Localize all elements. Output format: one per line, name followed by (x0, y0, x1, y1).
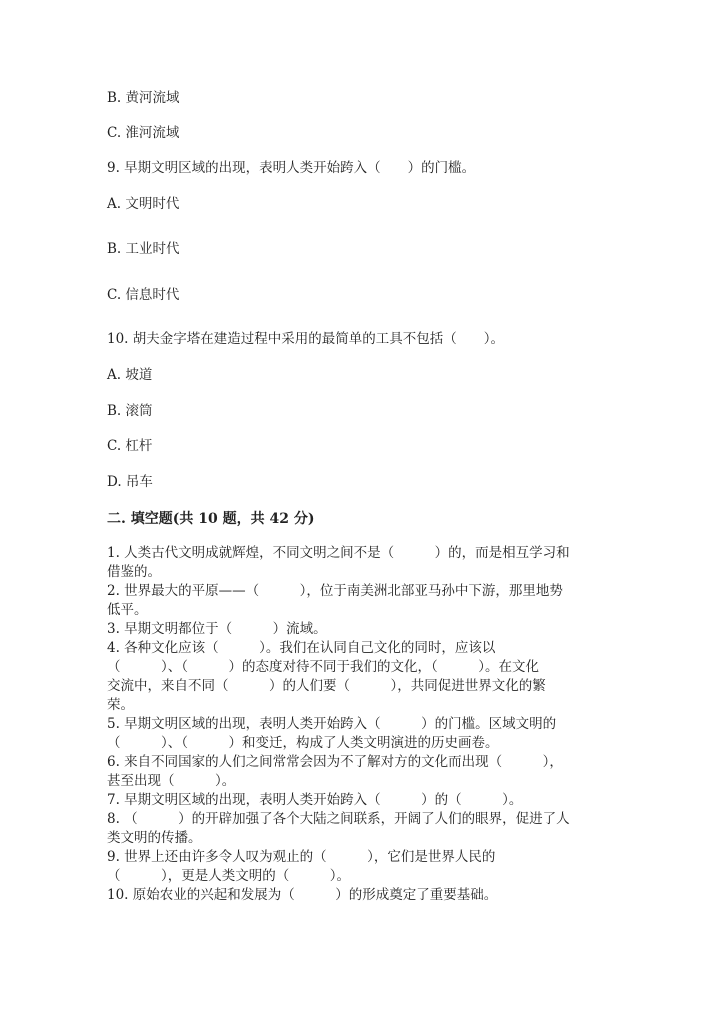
fill-line: 8. （ ）的开辟加强了各个大陆之间联系，开阔了人们的眼界，促进了人 (107, 811, 570, 827)
section-title-fill-blank: 二. 填空题(共 10 题，共 42 分) (107, 511, 315, 527)
fill-line: 低平。 (107, 602, 148, 618)
q8-option-c: C. 淮河流域 (107, 125, 180, 141)
fill-question (107, 582, 607, 620)
fill-question (107, 886, 607, 905)
fill-line: 4. 各种文化应该（ ）。我们在认同自己文化的同时，应该以 (107, 640, 496, 656)
fill-line: 7. 早期文明区域的出现，表明人类开始跨入（ ）的（ ）。 (107, 792, 523, 808)
fill-line: （ ）、（ ）的态度对待不同于我们的文化，（ ）。在文化 (107, 659, 539, 675)
fill-line: 10. 原始农业的兴起和发展为（ ）的形成奠定了重要基础。 (107, 887, 498, 903)
fill-line: 9. 世界上还由许多令人叹为观止的（ ），它们是世界人民的 (107, 849, 496, 865)
q10-option-c: C. 杠杆 (107, 438, 153, 454)
fill-question (107, 791, 607, 810)
fill-question (107, 753, 607, 791)
q9-stem: 9. 早期文明区域的出现，表明人类开始跨入（ ）的门槛。 (107, 160, 476, 176)
fill-question (107, 620, 607, 639)
fill-line: 交流中，来自不同（ ）的人们要（ ），共同促进世界文化的繁 (107, 678, 546, 694)
fill-question (107, 639, 607, 715)
q10-option-a: A. 坡道 (107, 367, 153, 383)
fill-line: 荣。 (107, 697, 134, 713)
fill-line: 甚至出现（ ）。 (107, 773, 236, 789)
fill-line: （ ）、（ ）和变迁，构成了人类文明演进的历史画卷。 (107, 735, 499, 751)
fill-line: 6. 来自不同国家的人们之间常常会因为不了解对方的文化而出现（ ）， (107, 754, 563, 770)
fill-line: （ ），更是人类文明的（ ）。 (107, 868, 350, 884)
q10-stem: 10. 胡夫金字塔在建造过程中采用的最简单的工具不包括（ ）。 (107, 331, 505, 347)
q9-option-c: C. 信息时代 (107, 287, 180, 303)
fill-line: 1. 人类古代文明成就辉煌，不同文明之间不是（ ）的，而是相互学习和 (107, 545, 570, 561)
fill-question (107, 848, 607, 886)
fill-question (107, 544, 607, 582)
q9-option-a: A. 文明时代 (107, 196, 180, 212)
q10-option-d: D. 吊车 (107, 474, 153, 490)
q9-option-b: B. 工业时代 (107, 241, 180, 257)
fill-line: 类文明的传播。 (107, 830, 202, 846)
fill-line: 2. 世界最大的平原——（ ），位于南美洲北部亚马孙中下游，那里地势 (107, 583, 563, 599)
q10-option-b: B. 滚筒 (107, 403, 153, 419)
fill-line: 3. 早期文明都位于（ ）流域。 (107, 621, 327, 637)
fill-question (107, 810, 607, 848)
q8-option-b: B. 黄河流域 (107, 90, 180, 106)
fill-line: 5. 早期文明区域的出现，表明人类开始跨入（ ）的门槛。区域文明的 (107, 716, 557, 732)
fill-question (107, 715, 607, 753)
fill-line: 借鉴的。 (107, 564, 161, 580)
